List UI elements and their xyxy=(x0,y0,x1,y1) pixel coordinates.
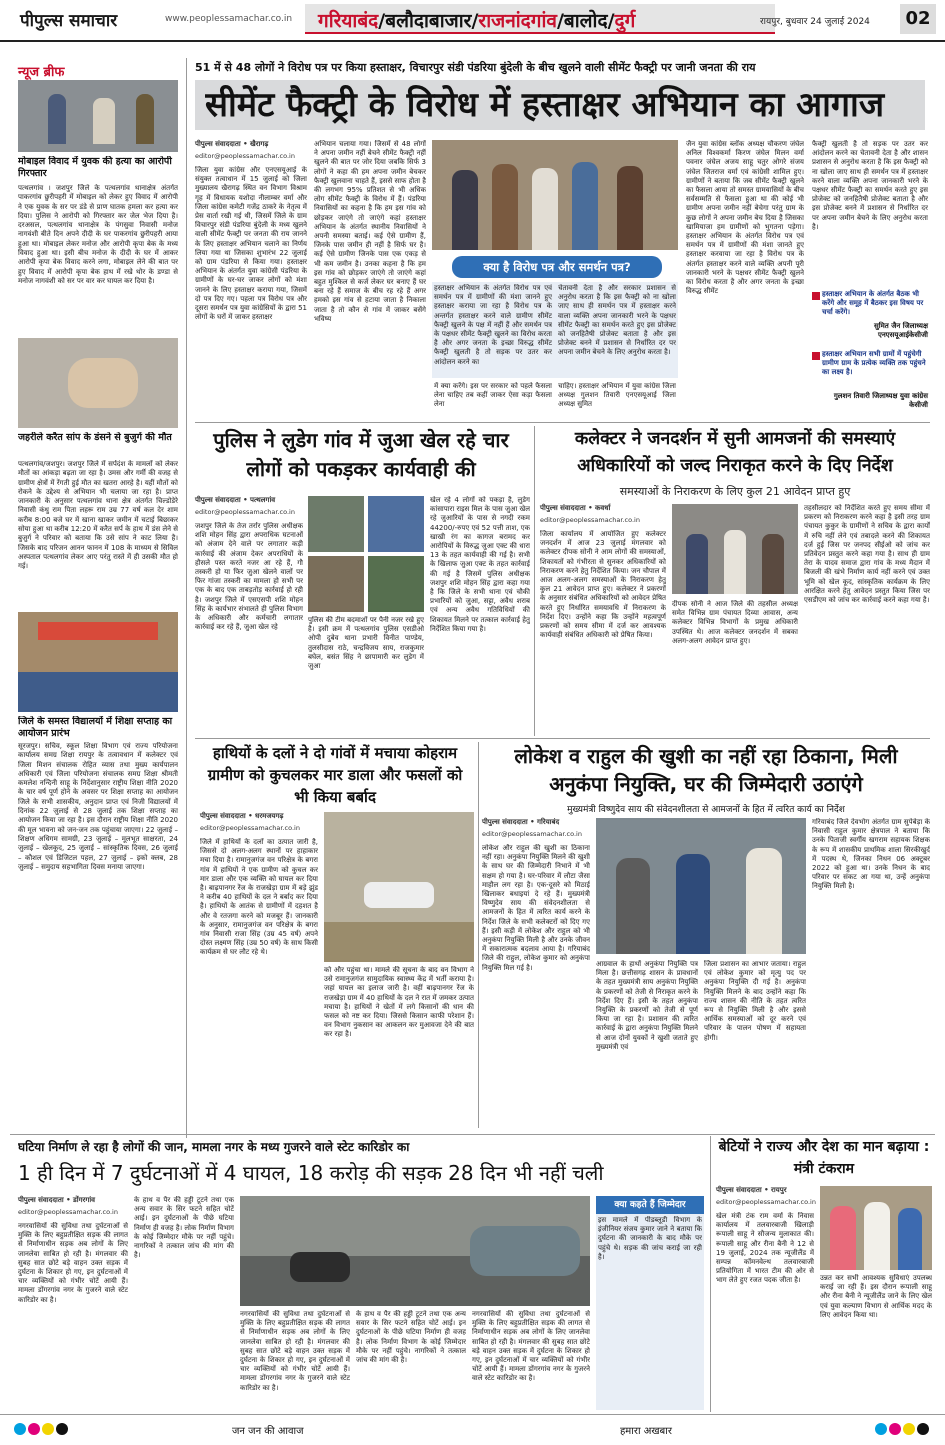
color-registration-mark xyxy=(903,1423,915,1435)
story6-kicker: घटिया निर्माण ले रहा है लोगों की जान, मामला नगर के मध्य गुजरने वाले स्टेट कारिडोर का xyxy=(18,1140,410,1154)
brief-label: न्यूज ब्रीफ xyxy=(18,65,65,80)
story3-body2: तहसीलदार को निर्देशित करते हुए समय सीमा में प्रकरण को निराकरण करने कहा है इसी तरह ग्राम पंचायत कुकुर के ग्रामीणों ने सचिव के द्वारा कार्यों में रुचि नहीं लेने एवं तबादले करने की शिकायत दर्ज हुई जिस पर जनपद सीईओ को जांच कर प्रतिवेदन प्रस्तुत करने कहा गया है। साथ ही ग्राम तेरा के यादव समाज द्वारा गांव के मध्य मैदान में बिजली की खंभे निर्माण कार्य नहीं करने एवं उक्त भूमि को खेल कूद, सांस्कृतिक कार्यक्रम के लिए आरक्षित करने हेतु आवेदन प्रस्तुत किया जिस पर एसडीएम को जांच कर कार्रवाई करने कहा गया है। xyxy=(804,504,930,605)
body-cover-shape xyxy=(364,882,434,908)
story7-body2: उन्नत कर सभी आवश्यक सुविधाएं उपलब्ध कराई जा रही हैं। इस दौरान रूपाली साहू और रीना बैनी ने न्यूजीलैंड जाने के लिए खेल एवं युवा कल्याण विभाग से आर्थिक मदद के लिए आवेदन किया था। xyxy=(820,1274,932,1319)
story3-byline: पीपुल्स संवाददाता • कवर्धा xyxy=(540,504,611,512)
story4-headline: हाथियों के दलों ने दो गांवों में मचाया कोहराम ग्रामीण को कुचलकर मार डाला और फसलों को भी किया बर्बाद xyxy=(207,744,463,806)
brief-3-body: सूरजपुर। सचिव, स्कूल शिक्षा विभाग एवं राज्य परियोजना कार्यालय समग्र शिक्षा रायपुर के तत्वावधान में कलेक्टर एवं जिला मिशन संचालक रोहित व्यास तथा मुख्य कार्यपालन अधिकारी एवं जिला परियोजना संचालक समग्र शिक्षा श्रीमती कमलेश नन्दिनी साहू के निर्देशानुसार राष्ट्रीय शिक्षा नीति 2020 के चार वर्ष पूर्ण होने के अवसर पर शिक्षा सप्ताह का आयोजन जिले के सभी शासकीय, अनुदान प्राप्त एवं निजी विद्यालयों में दिनांक 22 जुलाई से 28 जुलाई तक शिक्षा सप्ताह का आयोजन किया जा रहा है। इस दौरान राष्ट्रीय शिक्षा नीति 2020 की मूल भावना को जन-जन तक पहुंचाया जाएगा। 22 जुलाई – शिक्षण अधिगम सामग्री, 23 जुलाई – मूलभूत साक्षरता, 24 जुलाई – खेलकूद, 25 जुलाई – सांस्कृतिक दिवस, 26 जुलाई – कौशल एवं डिजिटल पहल, 27 जुलाई – इको क्लब, 28 जुलाई – समुदाय सहभागिता दिवस मनाया जाएगा। xyxy=(18,742,178,871)
brief-2-body: पत्थलगांव/जशपुर। जशपुर जिले में सर्पदंश के मामलों को लेकर मौतों का आंकड़ा बढ़ता जा रहा है। उमस और गर्मी की वजह से ग्रामीण क्षेत्रों में रेंगती हुई मौत का खतरा आरहे है। यहीं मौतों को रोकने के उद्देश्य से अभियान भी चलाया जा रहा है। प्राप्त जानकारी के अनुसार पत्थलगांव थाना क्षेत्र अंतर्गत चिल्डोडेरे निवासी कंधु राम पिता लहरू राम उम्र 77 वर्ष कल देर शाम करीब 8:00 बजे घर में खाना खाकर जमीन में चटाई बिछाकर सोया हुआ था करीब 12:20 में करैत सर्प के हाथ में डंस लेने से बुजुर्ग ने परिवार को बताया कि उसे सांप ने काट लिया है। जिसके बाद परिजन आनन फानन में 108 के माध्यम से सिविल अस्पताल पत्थलगांव लेकर आए परंतु रास्ते में ही उसकी मौत हो गई। xyxy=(18,460,178,571)
story6-body5: नगरवासियों की सुविधा तथा दुर्घटनाओं से मुक्ति के लिए बहुप्रतीक्षित सड़क की लागत से निर्माणाधीन सड़क अब लोगों के लिए जानलेवा साबित हो रही है। मंगलवार की सुबह सात छोटे बड़े वाहन उक्त सड़क में दुर्घटना के शिकार हो गए, इन दुर्घटनाओं में चार व्यक्तियों को गंभीर चोटें आयी हैं। मामला डोंगरगांव नगर के गुजरने वाले स्टेट कारिडोर का है। xyxy=(472,1310,590,1383)
story5-sub: मुख्यमंत्री विष्णुदेव साय की संवेदनशीलता से आमजनों के हित में त्वरित कार्य का निर्देश xyxy=(567,805,845,815)
story3-body1: जिला कार्यालय में आयोजित हुए कलेक्टर जनदर्शन में आज 23 जुलाई मंगलवार को कलेक्टर दीपक सोनी ने आम लोगों की समस्याओं, शिकायतों को गंभीरता से सुनकर अधिकारियों को निराकरण करने हेतु निर्देशित किया। जन चौपाल में आज अलग-अलग समस्याओं के निराकरण हेतु कुल 21 आवेदन प्राप्त हुए। कलेक्टर ने प्रकरणों के अनुसार संबंधित अधिकारियों को आवेदन प्रेषित करते हुए निर्धारित समयावधि में निराकरण के निर्देश दिए। उन्होंने कहा कि उन्होंने महत्वपूर्ण प्रकरणों को समय सीमा में दर्ज कर आवश्यक कार्यवाही संबंधित अधिकारी को प्रेषित किया। xyxy=(540,530,666,640)
district-2: बलौदाबाजार xyxy=(385,10,472,32)
story5-photo xyxy=(596,818,806,954)
story2-byline: पीपुल्स संवाददाता • पत्थलगांव xyxy=(195,496,276,504)
story3-email: editor@peoplessamachar.co.in xyxy=(540,516,640,524)
vehicle-shape xyxy=(290,1252,350,1282)
story7-body1: खेल मंत्री टंक राम वर्मा के निवास कार्यालय में तलवारबाजी खिलाड़ी रूपाली साहू ने सौजन्य मुलाकात की। रूपाली साहू और रीना बैनी ने 12 से 19 जुलाई, 2024 तक न्यूजीलैंड में सम्पन्न कॉमनवेल्थ तलवारबाजी प्रतियोगिता में भारत टीम की ओर से भाग लेते हुए रजत पदक जीता है। xyxy=(716,1212,814,1285)
story4-photo xyxy=(324,812,474,962)
story6-body1: नगरवासियों की सुविधा तथा दुर्घटनाओं से मुक्ति के लिए बहुप्रतीक्षित सड़क की लागत से निर्माणाधीन सड़क अब लोगों के लिए जानलेवा साबित हो रही है। मंगलवार की सुबह सात छोटे बड़े वाहन उक्त सड़क में दुर्घटना के शिकार हो गए, इन दुर्घटनाओं में चार व्यक्तियों को गंभीर चोटें आयी हैं। मामला डोंगरगांव नगर के गुजरने वाले स्टेट कारिडोर का है। xyxy=(18,1222,128,1304)
brief-2-title: जहरीले करैत सांप के डंसने से बुजुर्ग की मौत xyxy=(18,432,172,443)
section-divider xyxy=(10,1134,935,1135)
column-divider xyxy=(534,426,535,736)
district-5: दुर्ग xyxy=(614,10,636,32)
story7-headline: बेटियों ने राज्य और देश का मान बढ़ाया : मंत्री टंकराम xyxy=(718,1139,930,1177)
person-shape xyxy=(864,1202,890,1270)
person-shape xyxy=(830,1206,856,1270)
footer-left: जन जन की आवाज xyxy=(232,1426,304,1437)
column-divider xyxy=(478,742,479,1128)
person-shape xyxy=(746,848,782,954)
ground-shape xyxy=(324,922,474,962)
story1-col5: जैन युवा कांग्रेस ब्लॉक अध्यक्ष चौकरण जंघेल अनिल विश्वकर्मा किरण जंघेल मिलन वर्मा पवनार जंघेल अजय साहू चतुर ओगरे संजय जंघेल जितराज वर्मा एवं कांग्रेसी शामिल हुए। ग्रामीणों ने बताया कि जब सीमेंट फैक्ट्री खुलने का फैसला आया तो समस्त ग्रामवासियों के बीच सर्वसम्मति से फैसला हुआ था की कोई भी ग्रामीण अपना जमीन नहीं बेचेगा परंतु ग्राम के कुछ लोगों ने अपना जमीन बेच दिया है जिसका खामियाजा हम ग्रामीणों को भुगतना पड़ेगा। हस्ताक्षर अभियान के अंतर्गत विरोध पत्र एवं समर्थन पत्र में ग्रामीणों की मंशा जानते हुए हस्ताक्षर करवाया जा रहा है विरोध पत्र के अंतर्गत हस्ताक्षर करने वाले व्यक्ति अपनी पूरी जानकारी भरने के पक्षधर सीमेंट फैक्ट्री खुलने का विरोध करता है और अगर जनता के इच्छा विरुद्ध सीमेंट xyxy=(686,140,804,296)
story4-body2: को और पहुंचा था। मामले की सूचना के बाद वन विभाग ने उसे रामानुजगंज सामुदायिक स्वास्थ्य केंद्र में भर्ती कराया है। जहां घायल का इलाज जारी है। वहीं बाढ़पानगर रेंज के राजखेड़ा ग्राम में 40 हाथियों के दल ने रात में जमकर उत्पात मचाया है। हाथियों ने खेतों में लगे किसानों की धान की फसल को नष्ट कर दिया। जिससे किसान काफी परेशान हैं। वन विभाग नुकसान का आकलन कर मुआवजा देने की बात कर रहा है। xyxy=(324,966,474,1039)
footer-bar xyxy=(0,1414,945,1445)
story1-under-box2: चाहिए। हस्ताक्षर अभियान में युवा कांग्रेस जिला अध्यक्ष गुलशन तिवारी एनएसयूआई जिला अध्यक्ष सुमित xyxy=(558,382,676,409)
district-names xyxy=(318,7,635,33)
district-sep: / xyxy=(556,10,564,32)
story1-kicker: 51 में से 48 लोगों ने विरोध पत्र पर किया हस्ताक्षर, विचारपुर संडी पंडरिया बुंदेली के बीच खुलने वाली सीमेंट फैक्ट्री पर जानी जनता की राय xyxy=(195,61,756,74)
story6-box-body: इस मामले में पीडब्लूडी विभाग के इंजीनियर संजय कुमार जाने ने बताया कि दुर्घटना की जानकारी के बाद मौके पर पहुंचे थे। सड़क की जांच कराई जा रही है। xyxy=(598,1216,702,1261)
story1-quote1-name: सुमित जैन जिलाध्यक्ष एनएसयूआईकेसीजी xyxy=(874,322,928,339)
story1-box-title: क्या है विरोध पत्र और समर्थन पत्र? xyxy=(452,256,662,278)
color-registration-mark xyxy=(875,1423,887,1435)
story5-email: editor@peoplessamachar.co.in xyxy=(482,830,582,838)
brief-3-title: जिले के समस्त विद्यालयों में शिक्षा सप्ताह का आयोजन प्रारंभ xyxy=(18,716,173,739)
story6-headline: 1 ही दिन में 7 दुर्घटनाओं में 4 घायल, 18 करोड़ की सड़क 28 दिन भी नहीं चली xyxy=(18,1161,604,1185)
story2-photo-4 xyxy=(368,556,424,612)
story1-box-text2: चेतावनी देता है और सरकार प्रशासन से अनुरोध करता है कि इस फैक्ट्री को ना खोला जाए साथ ही समर्थन पत्र में हस्ताक्षर करने वाला व्यक्ति अपना जानकारी भरने के पक्षधर सीमेंट फैक्ट्री का समर्थन करते हुए इस प्रोजेक्ट को जनहितैषी प्रोजेक्ट बताता है और इस प्रोजेक्ट बनने में प्रशासन से निर्धारित दर पर अपना जमीन बेचने के लिए अनुरोध करता है। xyxy=(558,284,676,357)
quote-icon xyxy=(812,352,820,360)
brief-photo-1 xyxy=(18,80,178,152)
dateline: रायपुर, बुधवार 24 जुलाई 2024 xyxy=(760,17,870,27)
story7-email: editor@peoplessamachar.co.in xyxy=(716,1198,816,1206)
district-4: बालोद xyxy=(563,10,608,32)
story2-body1: जशपुर जिले के तेज तर्रार पुलिस अधीक्षक शशि मोहन सिंह द्वारा अपराधिक घटनाओं को अंजाम देने वाले पर लगातार कड़ी कार्रवाई की अंजाम देकर अपराधियों के हौसले पस्त करते नजर आ रहे हैं, गौ तस्करी हो या फिर जुआ खेलने वालों पर फिर गांजा तस्करी का मामला हो सभी पर एक के बाद एक ताबड़तोड़ कार्रवाई हो रही है। जशपुर जिले में एसएसपी शशि मोहन सिंह के कार्यभार संभालते ही पुलिस विभाग के अधिकारी और कर्मचारी लगातार कार्रवाई कर रहे हैं, जुआ खेल रहे xyxy=(195,522,303,632)
banner-shape xyxy=(38,622,158,640)
person-shape xyxy=(572,162,598,250)
color-registration-mark xyxy=(42,1423,54,1435)
district-1: गरियाबंद xyxy=(318,10,379,32)
person-shape xyxy=(532,168,558,250)
page-number: 02 xyxy=(900,4,936,34)
story2-photo-caption: पुलिस की टीम बदमाशों पर पैनी नजर रखे हुए है। इसी क्रम में पत्थलगांव पुलिस एसडीओ ओपी दुबेव थाना प्रभारी विनीत पाण्डेय, तुलसीदास राठे, चन्द्रविजय साय, राजकुमार बघेल, बसंत सिंह ने छापामारी कर लुडेग में जुआ xyxy=(308,616,424,671)
story1-headline: सीमेंट फैक्ट्री के विरोध में हस्ताक्षर अभियान का आगाज xyxy=(205,85,885,125)
story1-photo xyxy=(432,140,678,250)
brief-photo-2 xyxy=(18,338,178,428)
person-shape xyxy=(616,858,650,954)
story2-headline: पुलिस ने लुडेग गांव में जुआ खेल रहे चार लोगों को पकड़कर कार्यवाही की xyxy=(213,428,509,481)
story5-body2: आग्रवाल के हाथों अनुकंपा नियुक्ति पत्र मिला है। छत्तीसगढ़ शासन के प्रावधानों के तहत मुख्यमंत्री साय अनुकंपा नियुक्ति के प्रकरणों को तेजी से निराकृत करने के निर्देश दिए हैं। इसी के तहत अनुकंपा नियुक्ति के प्रकरणों को तेजी से पूर्ण किया जा रहा है। प्रशासन की त्वरित कार्रवाई के द्वारा अनुकंपा नियुक्ति मिलने से आज दोनों युवकों ने खुशी जताते हुए मुख्यमंत्री एवं xyxy=(596,960,698,1051)
story2-body2: खेल रहे 4 लोगों को पकड़ा है, लुडेग कांसापारा राइस मिल के पास जुआ खेल रहे जुआरियों के पास से नगदी रकम 44200/-रुपए एवं 52 पत्ती ताश, एक खाखी रंग का कागज बरामद कर आरोपियों के विरुद्ध जुआ एक्ट की धारा 13 के तहत कार्यवाही की गई है। सभी के खिलाफ जुआ एक्ट के तहत कार्रवाई की गई है जिसमें पुलिस अधीक्षक जशपुर शशि मोहन सिंह द्वारा कहा गया है कि जिले के सभी थाना एवं चौकी प्रभारियों को जुआ, सट्टा, अवैध शराब एवं अन्य अवैध गतिविधियों की शिकायत मिलने पर तत्काल कार्रवाई हेतु निर्देशित किया गया है। xyxy=(430,496,530,633)
story1-quote2: हस्ताक्षर अभियान सभी ग्रामों में पहुंचेगी ग्रामीण ग्राम के प्रत्येक व्यक्ति तक पहुंचने का लक्ष्य है। xyxy=(822,350,926,376)
story6-body4: के हाथ व पैर की हड्डी टूटने तथा एक अन्य सवार के सिर फटने सहित चोटें आई। इन दुर्घटनाओं के पीछे घटिया निर्माण ही वजह है। लोक निर्माण विभाग के कोई जिम्मेदार मौके पर नहीं पहुंचे। नागरिकों ने तत्काल जांच की मांग की है। xyxy=(356,1310,466,1365)
color-registration-mark xyxy=(56,1423,68,1435)
brief-1-body: पत्थलगांव । जशपुर जिले के पत्थलगांव थानाक्षेत्र अंतर्गत पाकरगांव छुरीपहरी में मोबाइल को लेकर हुए विवाद में आरोपी ने एक युवक के सर पर डंडे से प्राण घातक हमला कर हत्या कर दिया। पुलिस ने आरोपी को गिरफ्तार कर जेल भेज दिया है। दरअसल, पत्थलगांव थानाक्षेत्र के पंगसुवा निवासी मनोज नागवंशी बीते दिन अपने दीदी के घर पाकरगांव छुरीपहरी आया हुआ था। मोबाइल लेकर मनोज और आरोपी कृपा बेक के मध्य विवाद हुआ था। इसी बीच मनोज के दीदी के घर में आकर आरोपी कृपा बेक विवाद करने लगा, मोबाइल लेने की बात पर हुए विवाद में आरोपी कृपा बेक हाथ में रखे थोर के डण्डा से मनोज नागवंशी को सर पर वार कर घायल कर दिया है। xyxy=(18,184,178,285)
story4-email: editor@peoplessamachar.co.in xyxy=(200,824,300,832)
district-sep: / xyxy=(378,10,386,32)
footer-right: हमारा अखबार xyxy=(620,1426,672,1437)
color-registration-mark xyxy=(917,1423,929,1435)
masthead-title: पीपुल्स समाचार xyxy=(20,11,118,31)
story5-headline: लोकेश व राहुल की खुशी का नहीं रहा ठिकाना, मिली अनुकंपा नियुक्ति, घर की जिम्मेदारी उठाएंगे xyxy=(514,744,898,796)
column-divider xyxy=(710,1136,711,1412)
person-shape xyxy=(136,94,154,144)
story6-byline: पीपुल्स संवाददाता • डोंगरगांव xyxy=(18,1196,96,1204)
column-divider xyxy=(186,58,187,1138)
brief-1-title: मोबाइल विवाद में युवक की हत्या का आरोपी गिरफ्तार xyxy=(18,156,172,179)
color-registration-mark xyxy=(14,1423,26,1435)
story3-photo xyxy=(672,504,798,594)
story3-headline: कलेक्टर ने जनदर्शन में सुनी आमजनों की समस्याएं अधिकारियों को जल्द निराकृत करने के दिए निर्देश xyxy=(574,429,896,476)
section-divider xyxy=(195,422,930,423)
site-url: www.peoplessamachar.co.in xyxy=(165,14,293,24)
brief-photo-3 xyxy=(18,612,178,712)
story1-email: editor@peoplessamachar.co.in xyxy=(195,152,295,160)
masthead-bar xyxy=(0,0,945,42)
story6-box-title: क्या कहते हैं जिम्मेदार xyxy=(596,1196,704,1214)
person-shape xyxy=(93,98,115,144)
story3-sub: समस्याओं के निराकरण के लिए कुल 21 आवेदन प्राप्त हुए xyxy=(619,485,851,498)
person-shape xyxy=(676,854,710,954)
person-shape xyxy=(686,534,708,594)
story6-body2: के हाथ व पैर की हड्डी टूटने तथा एक अन्य सवार के सिर फटने सहित चोटें आई। इन दुर्घटनाओं के पीछे घटिया निर्माण ही वजह है। लोक निर्माण विभाग के कोई जिम्मेदार मौके पर नहीं पहुंचे। नागरिकों ने तत्काल जांच की मांग की है। xyxy=(134,1196,234,1260)
story2-email: editor@peoplessamachar.co.in xyxy=(195,508,295,516)
person-shape xyxy=(452,170,478,250)
story1-byline: पीपुल्स संवाददाता • खैरागढ़ xyxy=(195,140,269,148)
person-shape xyxy=(492,164,518,250)
person-shape xyxy=(724,530,746,594)
story1-col6: फैक्ट्री खुलती है तो सड़क पर उतर कर आंदोलन करने का चेतावनी देता है और शासन प्रशासन से अनुरोध करता है कि इस फैक्ट्री को ना खोला जाए साथ ही समर्थन पत्र में हस्ताक्षर करने वाला व्यक्ति अपना जानकारी भरने के पक्षधर सीमेंट फैक्ट्री का समर्थन करते हुए इस प्रोजेक्ट को जनहितैषी प्रोजेक्ट बताता है और इस प्रोजेक्ट बनने में प्रशासन से निर्धारित दर पर अपना जमीन बेचने के लिए अनुरोध करता है। xyxy=(812,140,928,231)
person-shape xyxy=(898,1208,922,1270)
story1-box-text1: हस्ताक्षर अभियान के अंतर्गत विरोध पत्र एवं समर्थन पत्र में ग्रामीणों की मंशा जानने हुए हस्ताक्षर कराया जा रहा है विरोध पत्र के अन्तर्गत हस्ताक्षर करने वाले ग्रामीण सीमेंट फैक्ट्री खुलने के पक्ष में नहीं हैं और समर्थन पत्र के पक्षधर सीमेंट फैक्ट्री खुलने का विरोध करता है और अगर जनता के इच्छा विरुद्ध सीमेंट फैक्ट्री खुलती है तो सड़क पर उतर कर आंदोलन करने का xyxy=(434,284,552,366)
person-shape xyxy=(762,534,784,594)
story2-photo-2 xyxy=(368,496,424,552)
story6-photo xyxy=(240,1196,590,1306)
story1-quote1: हस्ताक्षर अभियान के अंतर्गत बैठक भी करेंगे और समूह में बैठकर इस विषय पर चर्चा करेंगे। xyxy=(822,290,924,316)
story1-col2: अभियान चलाया गया। जिसमें से 48 लोगों ने अपना जमीन नहीं बेचने सीमेंट फैक्ट्री नहीं खुलने की बात पर जोर दिया जबकि सिर्फ 3 लोगों ने कहा की हम अपना जमीन बेचकर फैक्ट्री खुलवाना चाहते हैं, इससे साफ होता है की लगभग 95% प्रतिशत से भी अधिक लोग सीमेंट फैक्ट्री के विरोध में हैं। पंडरिया निवासियों का कहना है कि हम इस गांव को छोड़कर जाएंगे तो जाएंगे कहां हस्ताक्षर अभियान के अंतर्गत स्थानीय निवासियों ने अपनी समस्या बताई। कई ऐसे ग्रामीण हैं, जिनके पास जमीन ही नहीं है सिर्फ घर है। कई ऐसे ग्रामीण जिनके पास एक एकड़ से भी कम जमीन है। उनका कहना है कि हम इस गांव को छोड़कर जाएंगे तो जाएंगे कहां बहुत मुश्किल से कर्ज लेकर घर बनाए हैं घर बना रहे हैं समाज के बीच रह रहे हैं अगर हमको इस गांव से हटाया जाता है निकाला जाता है तो कौन से गांव में जाकर बसेंगे भविष्य xyxy=(314,140,426,323)
crowd-shape xyxy=(18,672,178,712)
district-3: राजनांदगांव xyxy=(478,10,557,32)
story3-photo-caption: दीपक सोनी ने आज जिले की तहसील अध्यक्ष समेत विभिन्न ग्राम पंचायत दिव्या आवास, अन्य कलेक्टर विभिन्न विभागों के प्रमुख अधिकारी उपस्थित थे। आज कलेक्टर जनदर्शन में सबका अलग-अलग आवेदन प्राप्त हुए। xyxy=(672,600,798,645)
story5-body1: लोकेश और राहुल की खुशी का ठिकाना नहीं रहा। अनुकंपा नियुक्ति मिलने की खुशी के साथ घर की जिम्मेदारी निभाने में भी सक्षम हो गया है। घर-परिवार में लौटा जैसा माहौल लग रहा है। एक-दूसरे को मिठाई खिलाकर बधाइयां दे रहे हैं। मुख्यमंत्री विष्णुदेव साय की संवेदनशीलता से आमजनों के हित में त्वरित कार्य करने के निर्देश जिले के सभी कलेक्टरों को दिए गए हैं। इसी कड़ी में लोकेश और राहुल को भी अनुकंपा नियुक्ति मिली है और उनके जीवन में सकारात्मक बदलाव आया है। गरियाबंद जिले की राहुल, लोकेश कुमार को अनुकंपा नियुक्ति मिल गई है। xyxy=(482,844,590,972)
story6-email: editor@peoplessamachar.co.in xyxy=(18,1208,118,1216)
story2-photo-1 xyxy=(308,496,364,552)
story2-photo-3 xyxy=(308,556,364,612)
story1-under-box1: में क्या करेंगे। इस पर सरकार को पहले फैसला लेना चाहिए तब कहीं जाकर ऐसा कड़ा फैसला लेना xyxy=(434,382,552,409)
story5-body4: गरियाबंद जिले देवभोग अंतर्गत ग्राम सुपेबेड़ा के निवासी राहुल कुमार क्षेत्रपाल ने बताया कि उनके पिताजी स्वर्गीय खगराम सहायक शिक्षक के रूप में शासकीय प्राथमिक शाला सिरकीखुर्द में पदस्थ थे, जिनका निधन 06 अक्टूबर 2022 को हुआ था। उनके निधन के बाद परिवार पर संकट आ गया था, उन्हें अनुकंपा नियुक्ति मिली है। xyxy=(812,818,930,891)
story5-byline: पीपुल्स संवाददाता • गरियाबंद xyxy=(482,818,560,826)
quote-icon xyxy=(812,292,820,300)
hand-shape xyxy=(68,358,138,408)
section-divider xyxy=(195,738,930,739)
story4-body1: जिले में हाथियों के दलों का उत्पात जारी है, जिससे दो अलग-अलग स्थानों पर हाहाकार मचा दिया है। रामानुजगंज वन परिक्षेत्र के बगरा गांव में हाथियों ने एक ग्रामीण को कुचल कर मार डाला और एक व्यक्ति को घायल कर दिया है। बाढ़पानगर रेंज के राजखेड़ा ग्राम में बड़े झुंड ने करीब 40 हाथियों के दल ने बर्बाद कर दिया है। हाथियों के आतंक से ग्रामीणों में दहशत है और वे रतजगा करने को मजबूर हैं। जानकारी के अनुसार, रामानुजगंज वन परिक्षेत्र के बगरा गांव निवासी राजा सिंह (उम्र 45 वर्ष) अपने दोस्त लक्ष्मण सिंह (उम्र 50 वर्ष) के साथ किसी कार्यक्रम से घर लौट रहे थे। xyxy=(200,838,318,957)
person-shape xyxy=(617,166,643,250)
story7-photo xyxy=(820,1186,932,1270)
story7-byline: पीपुल्स संवाददाता • रायपुर xyxy=(716,1186,787,1194)
story1-quote2-name: गुलशन तिवारी जिलाध्यक्ष युवा कांग्रेस केसीजी xyxy=(833,392,928,409)
story6-body3: नगरवासियों की सुविधा तथा दुर्घटनाओं से मुक्ति के लिए बहुप्रतीक्षित सड़क की लागत से निर्माणाधीन सड़क अब लोगों के लिए जानलेवा साबित हो रही है। मंगलवार की सुबह सात छोटे बड़े वाहन उक्त सड़क में दुर्घटना के शिकार हो गए, इन दुर्घटनाओं में चार व्यक्तियों को गंभीर चोटें आयी हैं। मामला डोंगरगांव नगर के गुजरने वाले स्टेट कारिडोर का है। xyxy=(240,1310,350,1392)
story4-byline: पीपुल्स संवाददाता • धरमजयगढ़ xyxy=(200,812,284,820)
color-registration-mark xyxy=(889,1423,901,1435)
story5-body3: जिला प्रशासन का आभार जताया। राहुल एवं लोकेश कुमार को मृत्यु पद पर अनुकंपा नियुक्ति दी गई है। अनुकंपा नियुक्ति मिलने के बाद उन्होंने कहा कि राज्य शासन की नीति के तहत त्वरित रूप से नियुक्ति मिली है और इससे आर्थिक समस्याओं को दूर करने एवं परिवार के पालन पोषण में सहायता होगी। xyxy=(704,960,806,1042)
story1-col1: जिला युवा कांग्रेस और एनएसयूआई के संयुक्त तत्वाधान में 15 जुलाई को जिला मुख्यालय खैरागढ़ स्थित वन विभाग विश्राम गृह में विधायक यशोदा नीलाम्बर वर्मा और जिला कांग्रेस कमेटी गजेंद्र ठाकरे के नेतृत्व में प्रेस वार्ता रखी गई थी, जिसमें जिले के ग्राम विचारपुर संडी पंडरिया बुंदेली के मध्य खुलने वाली सीमेंट फैक्ट्री पर जनता की राय जानने के लिए हस्ताक्षर अभियान चलाने का निर्णय लिया गया था जिसका शुभारंभ 22 जुलाई को ग्राम पंडरिया से किया गया। हस्ताक्षर अभियान के अंतर्गत युवा कांग्रेसी पंडरिया के ग्रामीणों के घर-घर जाकर लोगों को मंशा जानने के लिए हस्ताक्षर कराया गया, जिसमें दो पत्र दिए गए। पहला पत्र विरोध पत्र और दूसरा समर्थन पत्र युवा कांग्रेसियों के द्वारा 51 लोगों के घरों में जाकर हस्ताक्षर xyxy=(195,166,307,322)
district-sep: / xyxy=(471,10,479,32)
person-shape xyxy=(48,94,66,144)
color-registration-mark xyxy=(28,1423,40,1435)
district-sep: / xyxy=(607,10,615,32)
water-shape xyxy=(470,1226,580,1276)
